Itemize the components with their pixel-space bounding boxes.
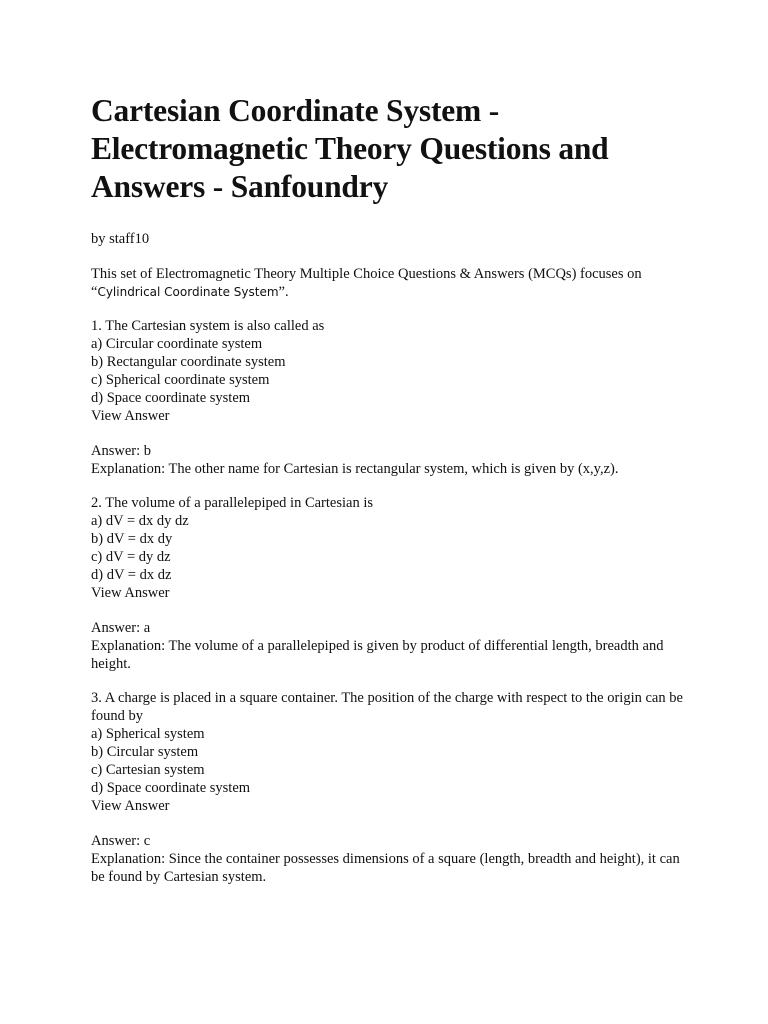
question-3: [91, 689, 691, 815]
option-a: a) Circular coordinate system: [91, 336, 263, 352]
intro-paragraph: [91, 265, 691, 301]
option-d: d) dV = dx dz: [91, 567, 172, 583]
option-b: b) dV = dx dy: [91, 531, 173, 547]
option-d: d) Space coordinate system: [91, 390, 251, 406]
answer-label: Answer: c: [91, 833, 151, 849]
option-a: a) dV = dx dy dz: [91, 513, 189, 529]
intro-text: This set of Electromagnetic Theory Multiple Choice Questions & Answers (MCQs) focuses on: [91, 266, 642, 282]
option-c: c) Spherical coordinate system: [91, 372, 270, 388]
question-2: [91, 494, 691, 602]
view-answer-link[interactable]: View Answer: [91, 798, 170, 814]
option-a: a) Spherical system: [91, 726, 205, 742]
option-b: b) Circular system: [91, 744, 199, 760]
answer-label: Answer: b: [91, 443, 152, 459]
intro-topic-open-quote: “: [91, 284, 98, 300]
answer-2: [91, 619, 691, 673]
answer-explanation: Explanation: The volume of a parallelepiped is given by product of differential length, breadth and height.: [91, 638, 664, 672]
answer-explanation: Explanation: Since the container possesses dimensions of a square (length, breadth and height), it can be found by Cartesian system.: [91, 851, 680, 885]
intro-topic: Cylindrical Coordinate System: [97, 285, 279, 299]
answer-1: [91, 442, 691, 478]
document-page: [91, 92, 691, 886]
question-stem: 3. A charge is placed in a square container. The position of the charge with respect to the origin can be found by: [91, 690, 683, 724]
option-c: c) dV = dy dz: [91, 549, 171, 565]
option-b: b) Rectangular coordinate system: [91, 354, 286, 370]
view-answer-link[interactable]: View Answer: [91, 585, 170, 601]
view-answer-link[interactable]: View Answer: [91, 408, 170, 424]
option-c: c) Cartesian system: [91, 762, 205, 778]
answer-label: Answer: a: [91, 620, 151, 636]
question-stem: 1. The Cartesian system is also called as: [91, 318, 325, 334]
intro-topic-close-quote: ”.: [278, 284, 289, 300]
page-title: Cartesian Coordinate System - Electromagnetic Theory Questions and Answers - Sanfoundry: [91, 93, 609, 204]
answer-explanation: Explanation: The other name for Cartesian is rectangular system, which is given by (x,y,z).: [91, 461, 619, 477]
question-1: [91, 317, 691, 425]
question-stem: 2. The volume of a parallelepiped in Cartesian is: [91, 495, 373, 511]
answer-3: [91, 832, 691, 886]
option-d: d) Space coordinate system: [91, 780, 251, 796]
author-byline: by staff10: [91, 231, 150, 247]
